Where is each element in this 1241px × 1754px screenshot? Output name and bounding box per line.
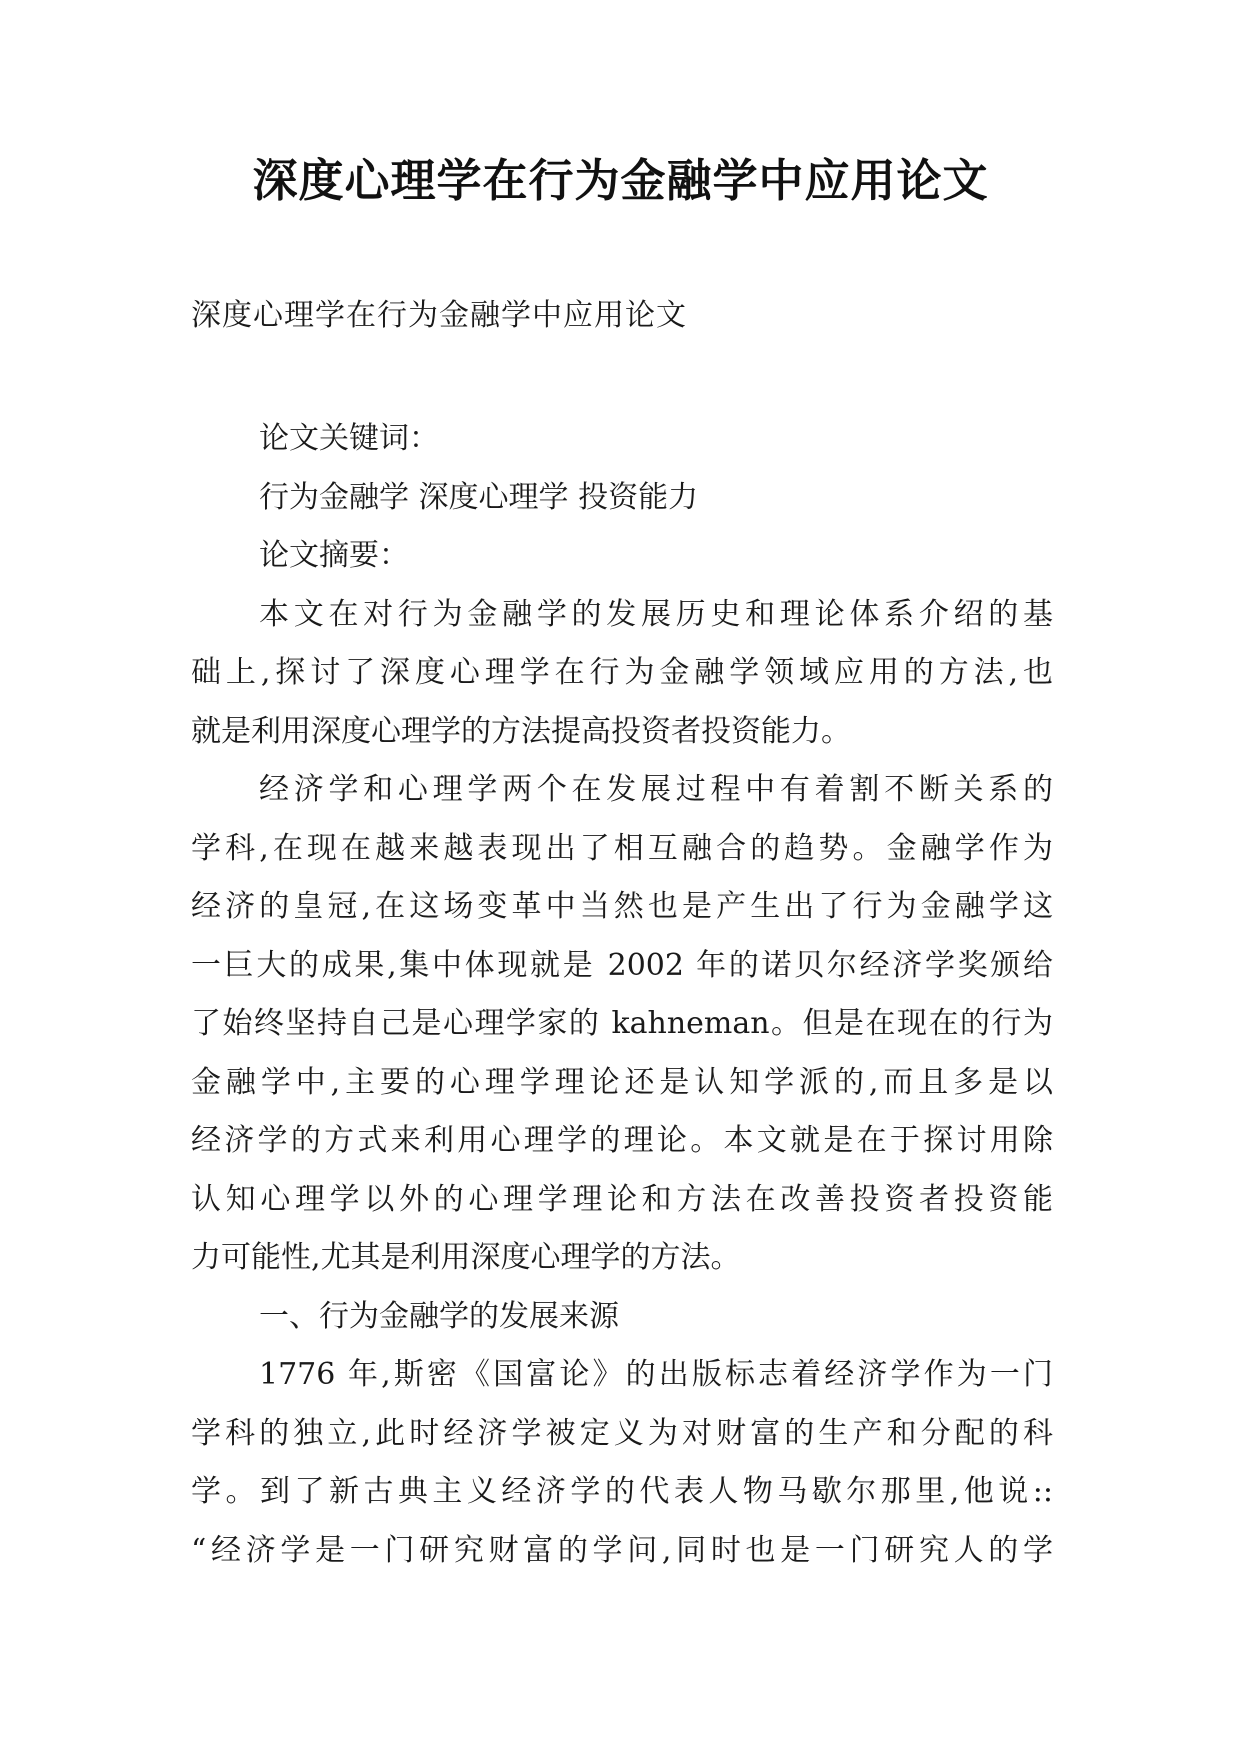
body-text-line: 就是利用深度心理学的方法提高投资者投资能力。 <box>191 713 851 749</box>
document-body <box>191 410 1053 1580</box>
body-text-line: 1776 年,斯密《国富论》的出版标志着经济学作为一门 <box>259 1357 1053 1392</box>
body-text-line: 经济的皇冠,在这场变革中当然也是产生出了行为金融学这 <box>191 889 1053 924</box>
body-text-line: 论文摘要： <box>259 538 409 573</box>
body-text-line: 力可能性,尤其是利用深度心理学的方法。 <box>191 1240 741 1275</box>
body-text-line: 础上,探讨了深度心理学在行为金融学领域应用的方法,也 <box>191 655 1053 690</box>
body-text-line: 认知心理学以外的心理学理论和方法在改善投资者投资能 <box>191 1181 1053 1217</box>
document-subtitle: 深度心理学在行为金融学中应用论文 <box>191 298 687 333</box>
body-text-line: 金融学中,主要的心理学理论还是认知学派的,而且多是以 <box>191 1064 1053 1100</box>
body-text-line: 学科,在现在越来越表现出了相互融合的趋势。金融学作为 <box>191 830 1053 866</box>
body-text-line: “经济学是一门研究财富的学问,同时也是一门研究人的学 <box>191 1532 1053 1568</box>
body-text-line: 经济学的方式来利用心理学的理论。本文就是在于探讨用除 <box>191 1123 1053 1158</box>
body-text-line: 行为金融学 深度心理学 投资能力 <box>259 479 699 515</box>
body-text-line: 一巨大的成果,集中体现就是 2002 年的诺贝尔经济学奖颁给 <box>191 947 1053 983</box>
body-text-line: 本文在对行为金融学的发展历史和理论体系介绍的基 <box>259 596 1053 632</box>
body-text-line: 学。到了新古典主义经济学的代表人物马歇尔那里,他说:: <box>191 1474 1053 1509</box>
body-text-line: 了始终坚持自己是心理学家的 kahneman。但是在现在的行为 <box>191 1006 1053 1041</box>
body-text-line: 学科的独立,此时经济学被定义为对财富的生产和分配的科 <box>191 1415 1053 1451</box>
body-text-line: 一、行为金融学的发展来源 <box>259 1298 619 1334</box>
document-title: 深度心理学在行为金融学中应用论文 <box>252 154 989 207</box>
body-text-line: 论文关键词： <box>259 421 439 456</box>
body-text-line: 经济学和心理学两个在发展过程中有着割不断关系的 <box>259 772 1053 807</box>
